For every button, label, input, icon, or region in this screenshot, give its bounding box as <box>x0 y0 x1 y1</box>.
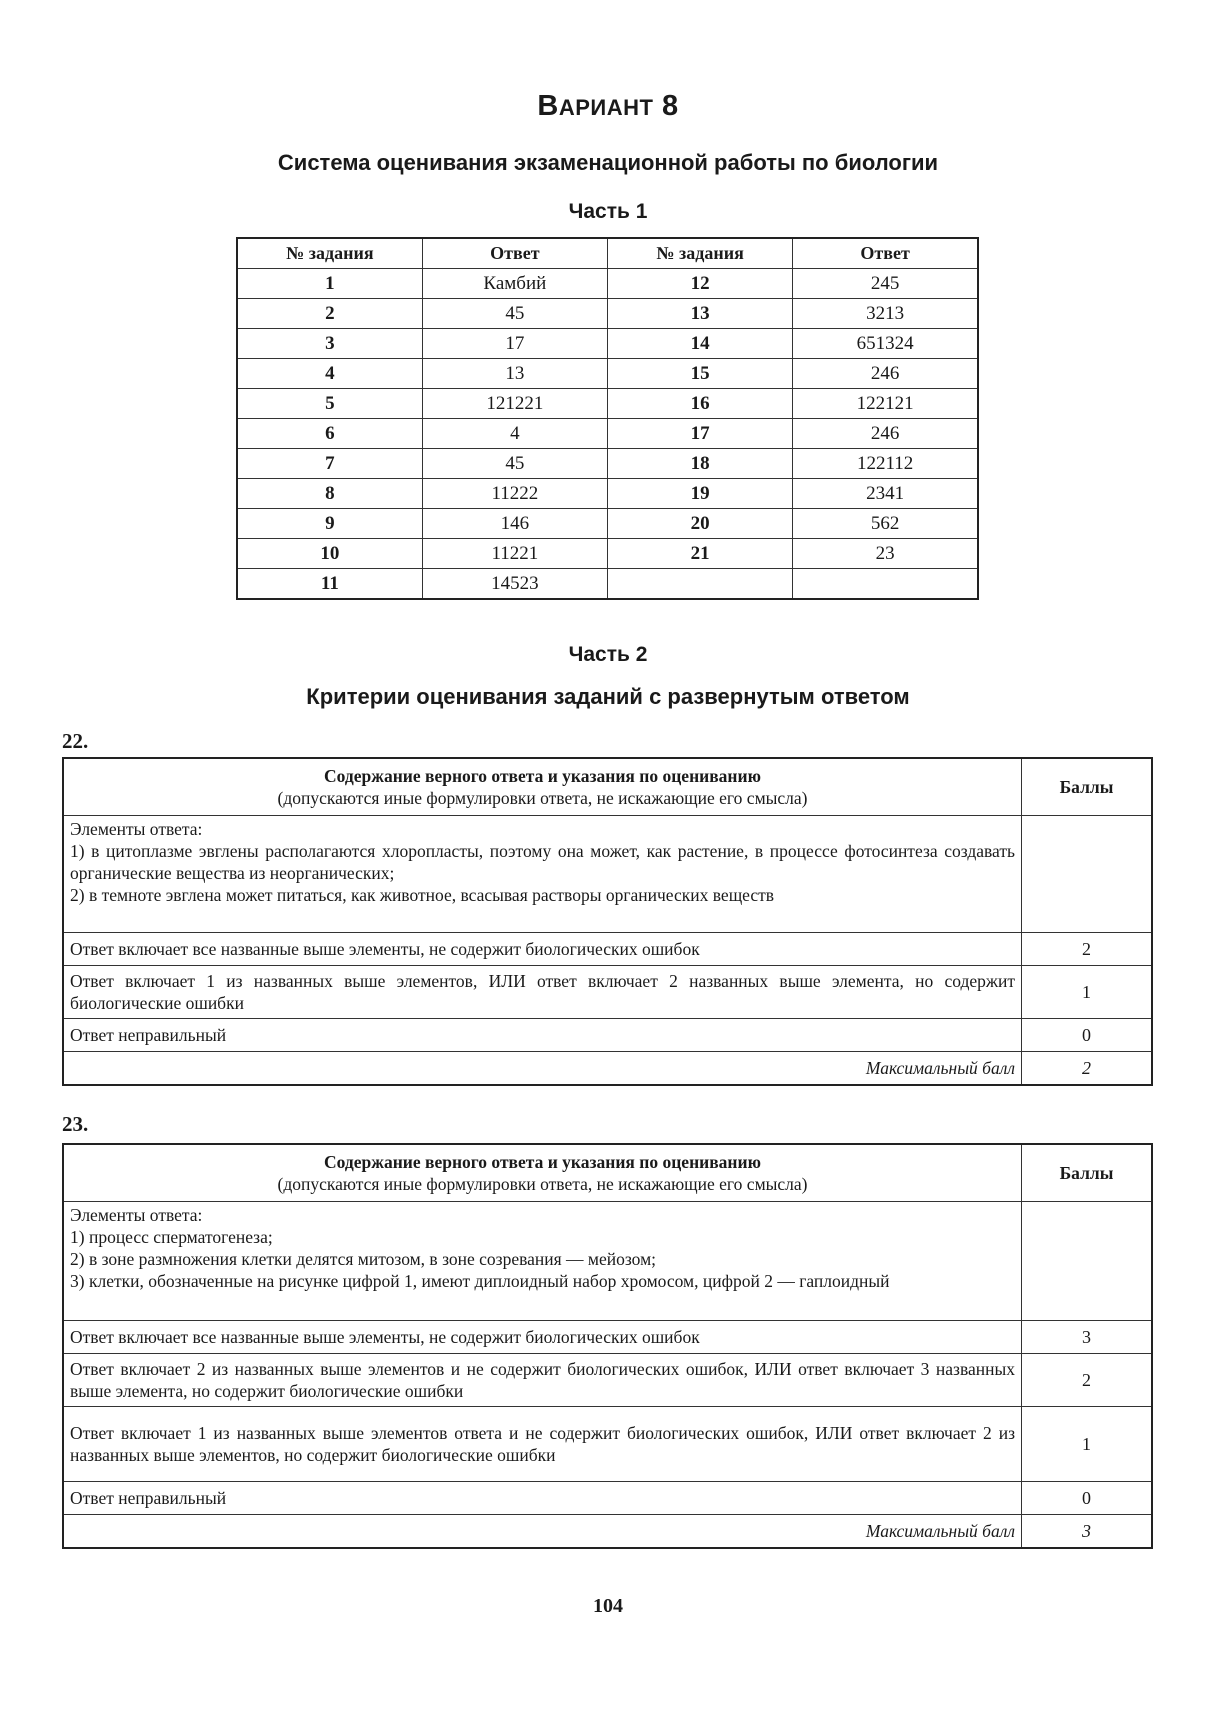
column-header-task: № задания <box>237 238 422 269</box>
task-number: 14 <box>608 329 793 359</box>
answer-element: 2) в зоне размножения клетки делятся митозом, в зоне созревания — мейозом; <box>70 1249 657 1269</box>
task-number: 11 <box>237 569 422 600</box>
task-number: 20 <box>608 509 793 539</box>
task-number: 13 <box>608 299 793 329</box>
answer-cell: 13 <box>422 359 607 389</box>
answer-elements <box>63 816 1022 933</box>
score-cell-empty <box>1022 816 1153 933</box>
answer-element: 1) процесс сперматогенеза; <box>70 1227 273 1247</box>
task-number: 17 <box>608 419 793 449</box>
answer-cell: 651324 <box>793 329 978 359</box>
criteria-row <box>63 966 1152 1019</box>
answer-cell: 17 <box>422 329 607 359</box>
answer-element: 2) в темноте эвглена может питаться, как животное, всасывая растворы органических веществ <box>70 885 775 905</box>
answer-cell: 4 <box>422 419 607 449</box>
answer-cell: 245 <box>793 269 978 299</box>
content-header <box>63 1144 1022 1202</box>
answer-element: 3) клетки, обозначенные на рисунке цифрой 1, имеют диплоидный набор хромосом, цифрой 2 — гаплоидный <box>70 1271 890 1291</box>
answer-cell: 122112 <box>793 449 978 479</box>
content-header-main: Содержание верного ответа и указания по оцениванию <box>324 766 761 786</box>
criteria-text: Ответ неправильный <box>63 1019 1022 1052</box>
criteria-header-row <box>63 1144 1152 1202</box>
variant-title-initial: В <box>537 90 559 122</box>
answer-cell: 121221 <box>422 389 607 419</box>
task-number: 3 <box>237 329 422 359</box>
max-score-label: Максимальный балл <box>63 1052 1022 1086</box>
content-header <box>63 758 1022 816</box>
table-row <box>237 269 978 299</box>
score-header: Баллы <box>1022 1144 1153 1202</box>
table-row <box>237 509 978 539</box>
criteria-text: Ответ включает все названные выше элементы, не содержит биологических ошибок <box>63 1321 1022 1354</box>
criteria-text: Ответ включает 1 из названных выше элементов, ИЛИ ответ включает 2 названных выше элемента, но содержит биологические ошибки <box>63 966 1022 1019</box>
criteria-text: Ответ включает 1 из названных выше элементов ответа и не содержит биологических ошибок, ИЛИ ответ включает 2 из названных выше элементов, но содержит биологические ошибки <box>63 1407 1022 1482</box>
criteria-score: 3 <box>1022 1321 1153 1354</box>
table-row <box>237 539 978 569</box>
task-number: 16 <box>608 389 793 419</box>
answer-cell: 562 <box>793 509 978 539</box>
answer-cell: 45 <box>422 299 607 329</box>
criteria-row <box>63 1482 1152 1515</box>
column-header-answer: Ответ <box>793 238 978 269</box>
criteria-row <box>63 1019 1152 1052</box>
part2-title: Часть 2 <box>568 643 648 666</box>
content-header-note: (допускаются иные формулировки ответа, не искажающие его смысла) <box>277 788 808 808</box>
task-number: 15 <box>608 359 793 389</box>
elements-title: Элементы ответа: <box>70 1205 203 1225</box>
column-header-answer: Ответ <box>422 238 607 269</box>
variant-number: 8 <box>661 90 679 122</box>
answer-cell: 3213 <box>793 299 978 329</box>
task22-label: 22. <box>62 729 89 753</box>
answer-cell: 246 <box>793 419 978 449</box>
max-score-row <box>63 1515 1152 1549</box>
task-number: 2 <box>237 299 422 329</box>
task23-criteria-table <box>62 1143 1153 1549</box>
task-number: 19 <box>608 479 793 509</box>
answer-cell: 11222 <box>422 479 607 509</box>
table-row <box>237 419 978 449</box>
task-number: 1 <box>237 269 422 299</box>
answer-elements-row <box>63 816 1152 933</box>
answer-cell: 2341 <box>793 479 978 509</box>
table-row <box>237 299 978 329</box>
criteria-score: 0 <box>1022 1019 1153 1052</box>
max-score-label: Максимальный балл <box>63 1515 1022 1549</box>
answer-cell: 11221 <box>422 539 607 569</box>
table-row <box>237 389 978 419</box>
task-number: 18 <box>608 449 793 479</box>
elements-title: Элементы ответа: <box>70 819 203 839</box>
task-number: 5 <box>237 389 422 419</box>
table-row <box>237 329 978 359</box>
criteria-text: Ответ неправильный <box>63 1482 1022 1515</box>
page-number: 104 <box>593 1595 623 1617</box>
criteria-row <box>63 1321 1152 1354</box>
task-number: 10 <box>237 539 422 569</box>
max-score-value: 3 <box>1022 1515 1153 1549</box>
answer-elements-row <box>63 1202 1152 1321</box>
criteria-row <box>63 1354 1152 1407</box>
criteria-score: 0 <box>1022 1482 1153 1515</box>
answer-cell: 14523 <box>422 569 607 600</box>
task-number: 12 <box>608 269 793 299</box>
answer-cell: 23 <box>793 539 978 569</box>
criteria-score: 2 <box>1022 933 1153 966</box>
task-number: 8 <box>237 479 422 509</box>
variant-title <box>0 90 1216 123</box>
criteria-row <box>63 1407 1152 1482</box>
criteria-score: 1 <box>1022 1407 1153 1482</box>
criteria-header-row <box>63 758 1152 816</box>
criteria-score: 2 <box>1022 1354 1153 1407</box>
answer-cell: 246 <box>793 359 978 389</box>
task-number: 9 <box>237 509 422 539</box>
criteria-text: Ответ включает все названные выше элементы, не содержит биологических ошибок <box>63 933 1022 966</box>
task-number: 6 <box>237 419 422 449</box>
column-header-task: № задания <box>608 238 793 269</box>
answer-cell: 45 <box>422 449 607 479</box>
table-row <box>237 359 978 389</box>
table-row <box>237 569 978 600</box>
part2-subtitle: Критерии оценивания заданий с развернутым ответом <box>306 684 910 709</box>
answer-cell: 122121 <box>793 389 978 419</box>
content-header-note: (допускаются иные формулировки ответа, не искажающие его смысла) <box>277 1174 808 1194</box>
task-number <box>608 569 793 600</box>
answer-elements <box>63 1202 1022 1321</box>
answer-cell: Камбий <box>422 269 607 299</box>
table-row <box>237 479 978 509</box>
answer-cell <box>793 569 978 600</box>
criteria-row <box>63 933 1152 966</box>
answers-table <box>236 237 979 600</box>
table-row <box>237 449 978 479</box>
criteria-score: 1 <box>1022 966 1153 1019</box>
answers-table-header-row <box>237 238 978 269</box>
task22-criteria-table <box>62 757 1153 1086</box>
part1-title: Часть 1 <box>568 200 648 223</box>
document-subtitle: Система оценивания экзаменационной работы по биологии <box>277 150 939 175</box>
task-number: 7 <box>237 449 422 479</box>
score-header: Баллы <box>1022 758 1153 816</box>
task-number: 4 <box>237 359 422 389</box>
criteria-text: Ответ включает 2 из названных выше элементов и не содержит биологических ошибок, ИЛИ ответ включает 3 названных выше элемента, но содержит биологические ошибки <box>63 1354 1022 1407</box>
task-number: 21 <box>608 539 793 569</box>
max-score-value: 2 <box>1022 1052 1153 1086</box>
answer-cell: 146 <box>422 509 607 539</box>
content-header-main: Содержание верного ответа и указания по оцениванию <box>324 1152 761 1172</box>
score-cell-empty <box>1022 1202 1153 1321</box>
answer-element: 1) в цитоплазме эвглены располагаются хлоропласты, поэтому она может, как растение, в процессе фотосинтеза создавать органические вещества из неорганических; <box>70 841 1015 883</box>
task23-label: 23. <box>62 1112 89 1136</box>
max-score-row <box>63 1052 1152 1086</box>
variant-title-word: АРИАНТ <box>558 95 654 120</box>
